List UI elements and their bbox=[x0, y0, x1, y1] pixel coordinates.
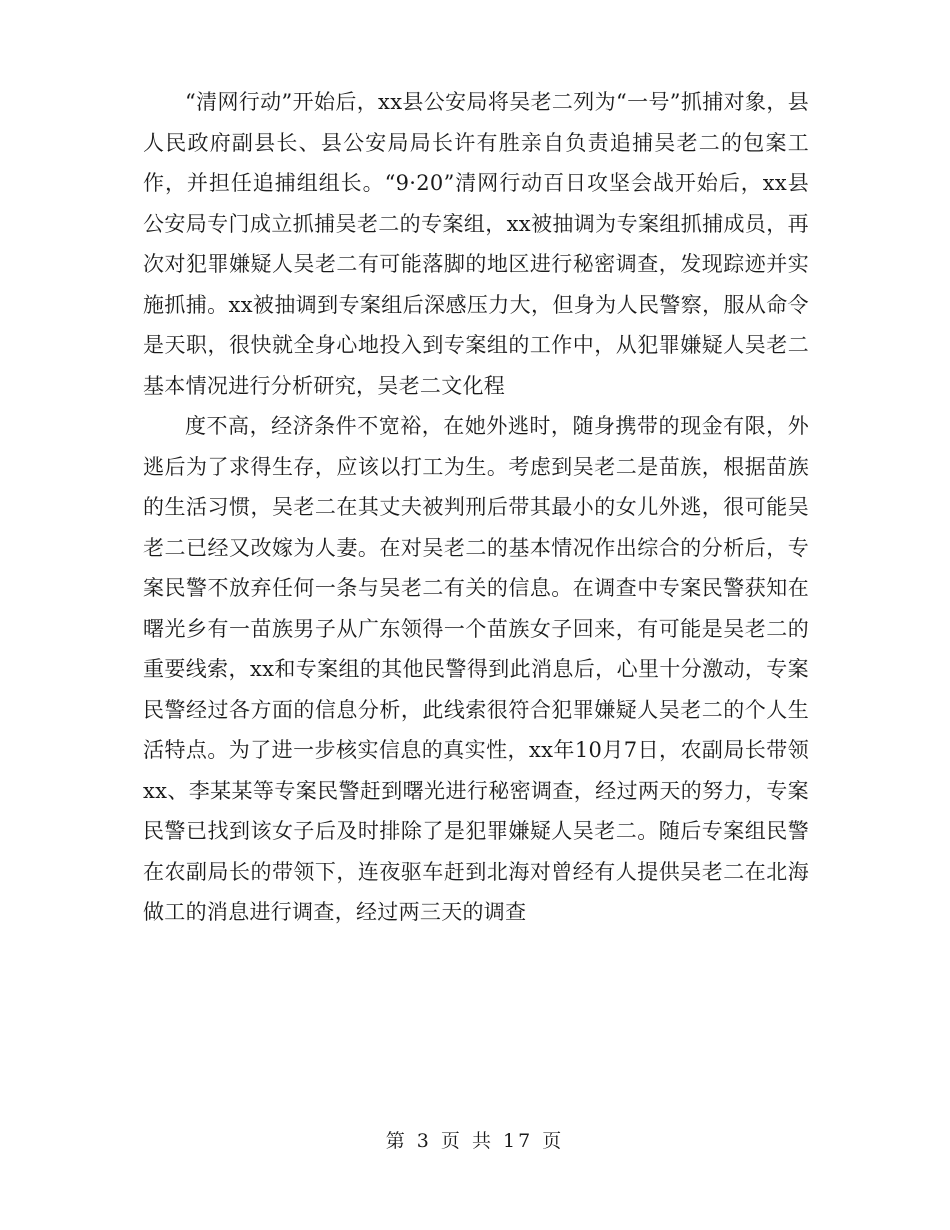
paragraph-1: “清网行动”开始后，xx县公安局将吴老二列为“一号”抓捕对象，县人民政府副县长、县公安局局长许有胜亲自负责追捕吴老二的包案工作，并担任追捕组组长。“9·20”清网行动百日攻坚会战开始后，xx县公安局专门成立抓捕吴老二的专案组，xx被抽调为专案组抓捕成员，再次对犯罪嫌疑人吴老二有可能落脚的地区进行秘密调查，发现踪迹并实施抓捕。xx被抽调到专案组后深感压力大，但身为人民警察，服从命令是天职，很快就全身心地投入到专案组的工作中，从犯罪嫌疑人吴老二基本情况进行分析研究，吴老二文化程 bbox=[143, 90, 809, 398]
paragraph-2: 度不高，经济条件不宽裕，在她外逃时，随身携带的现金有限，外逃后为了求得生存，应该以打工为生。考虑到吴老二是苗族，根据苗族的生活习惯，吴老二在其丈夫被判刑后带其最小的女儿外逃，很可能吴老二已经又改嫁为人妻。在对吴老二的基本情况作出综合的分析后，专案民警不放弃任何一条与吴老二有关的信息。在调查中专案民警获知在曙光乡有一苗族男子从广东领得一个苗族女子回来，有可能是吴老二的重要线索，xx和专案组的其他民警得到此消息后，心里十分激动，专案民警经过各方面的信息分析，此线索很符合犯罪嫌疑人吴老二的个人生活特点。为了进一步核实信息的真实性，xx年10月7日，农副局长带领xx、李某某等专案民警赶到曙光进行秘密调查，经过两天的努力，专案民警已找到该女子后及时排除了是犯罪嫌疑人吴老二。随后专案组民警在农副局长的带领下，连夜驱车赶到北海对曾经有人提供吴老二在北海做工的消息进行调查，经过两三天的调查 bbox=[143, 414, 809, 924]
document-body bbox=[143, 82, 809, 933]
page-number-footer: 第 3 页 共 17 页 bbox=[385, 1130, 565, 1152]
